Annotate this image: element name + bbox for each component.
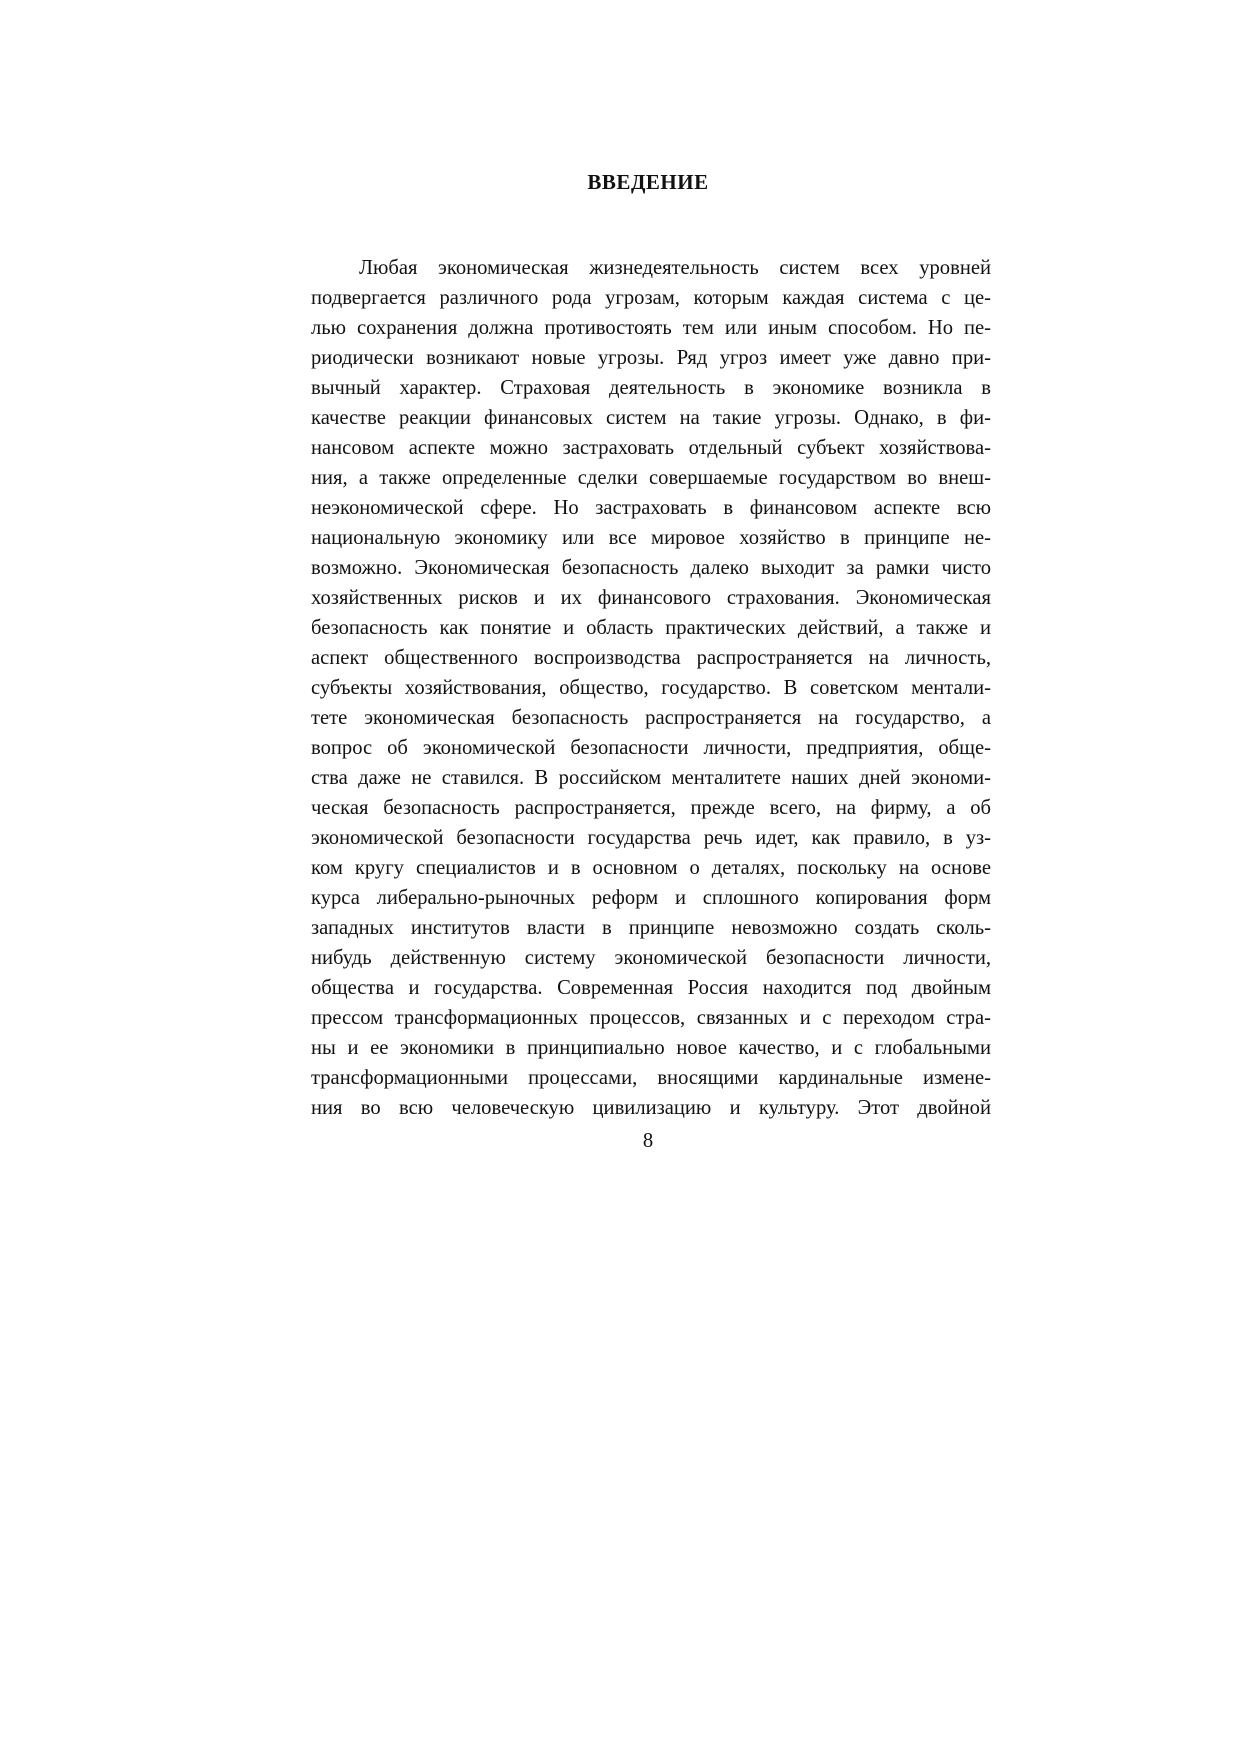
text-line: субъекты хозяйствования, общество, государство. В советском ментали- <box>311 677 991 699</box>
section-heading: ВВЕДЕНИЕ <box>587 170 709 194</box>
text-line: тете экономическая безопасность распространяется на государство, а <box>311 707 991 729</box>
text-line: вопрос об экономической безопасности личности, предприятия, общe- <box>311 737 991 759</box>
text-line: ком кругу специалистов и в основном о деталях, поскольку на основе <box>311 857 991 879</box>
page-number: 8 <box>642 1130 654 1152</box>
text-line: безопасность как понятие и область практических действий, а также и <box>311 617 991 639</box>
text-line: нибудь действенную систему экономической безопасности личности, <box>311 947 991 969</box>
text-line: общества и государства. Современная Россия находится под двойным <box>311 977 991 999</box>
text-line: западных институтов власти в принципе невозможно создать сколь- <box>311 917 991 939</box>
text-line: аспект общественного воспроизводства распространяется на личность, <box>311 647 991 669</box>
text-line: хозяйственных рисков и их финансового страхования. Экономическая <box>311 587 991 609</box>
text-line: трансформационными процессами, вносящими кардинальные измене- <box>311 1067 991 1089</box>
text-line: национальную экономику или все мировое хозяйство в принципе не- <box>311 527 991 549</box>
text-line: курса либерально-рыночных реформ и сплошного копирования форм <box>311 887 991 909</box>
text-line: ны и ее экономики в принципиально новое качество, и с глобальными <box>311 1037 991 1059</box>
text-line: неэкономической сфере. Но застраховать в финансовом аспекте всю <box>311 497 991 519</box>
text-line: лью сохранения должна противостоять тем или иным способом. Но пе- <box>311 317 991 339</box>
text-line: ческая безопасность распространяется, прежде всего, на фирму, а об <box>311 797 991 819</box>
text-line: экономической безопасности государства речь идет, как правило, в уз- <box>311 827 991 849</box>
text-line: возможно. Экономическая безопасность далеко выходит за рамки чисто <box>311 557 991 579</box>
body-paragraph <box>311 253 991 1123</box>
text-line: риодически возникают новые угрозы. Ряд угроз имеет уже давно при- <box>311 347 991 369</box>
text-line: подвергается различного рода угрозам, которым каждая система с це- <box>311 287 991 309</box>
text-line: ства даже не ставился. В российском менталитете наших дней экономи- <box>311 767 991 789</box>
text-line: нансовом аспекте можно застраховать отдельный субъект хозяйствова- <box>311 437 991 459</box>
text-line: вычный характер. Страховая деятельность в экономике возникла в <box>311 377 991 399</box>
text-line: прессом трансформационных процессов, связанных и с переходом стра- <box>311 1007 991 1029</box>
text-line: Любая экономическая жизнедеятельность систем всех уровней <box>359 257 991 279</box>
text-line: ния во всю человеческую цивилизацию и культуру. Этот двойной <box>311 1097 991 1119</box>
text-line: качестве реакции финансовых систем на такие угрозы. Однако, в фи- <box>311 407 991 429</box>
text-line: ния, а также определенные сделки совершаемые государством во внеш- <box>311 467 991 489</box>
